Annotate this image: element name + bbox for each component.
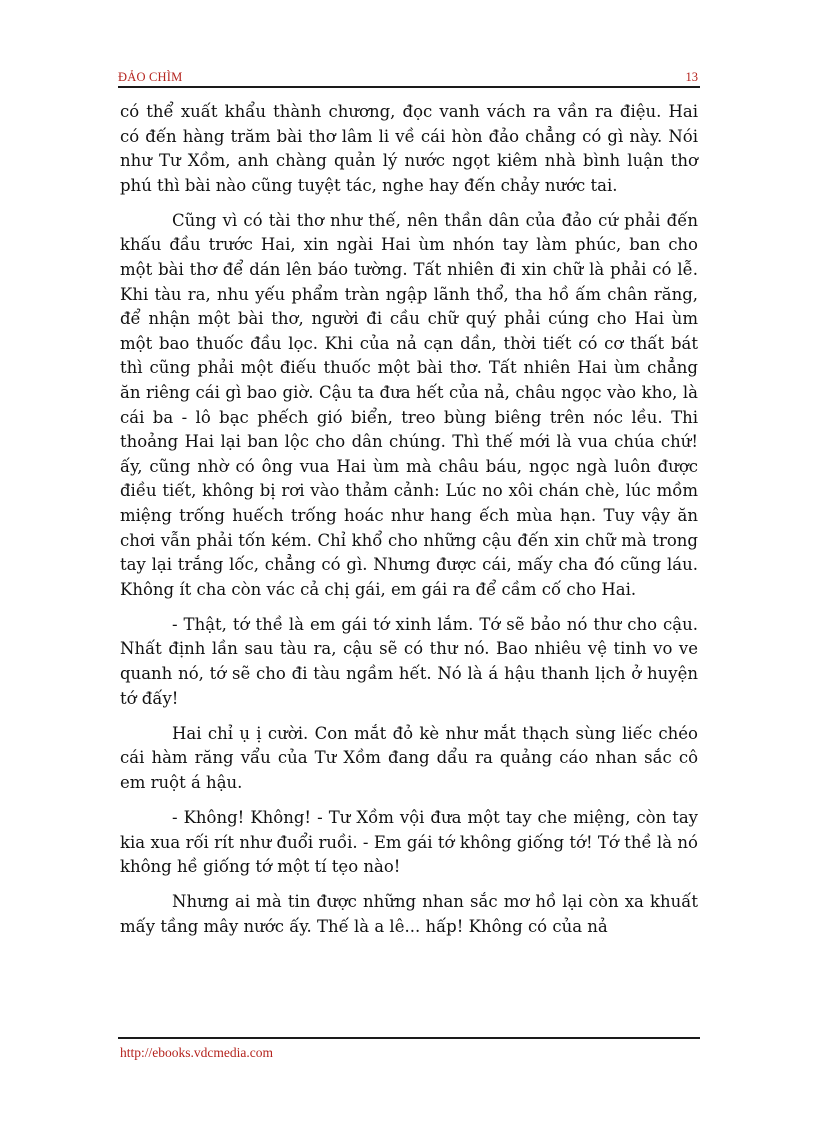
paragraph: Nhưng ai mà tin được những nhan sắc mơ hồ lại còn xa khuất mấy tầng mây nước ấy. Thế là a lê... hấp! Không có của nả	[120, 892, 698, 936]
paragraph: - Không! Không! - Tư Xồm vội đưa một tay che miệng, còn tay kia xua rối rít như đuổi ruồi. - Em gái tớ không giống tớ! Tớ thề là nó không hề giống tớ một tí tẹo nào!	[120, 808, 698, 877]
running-header	[118, 66, 700, 86]
header-divider	[118, 86, 700, 88]
paragraph: có thể xuất khẩu thành chương, đọc vanh vách ra vần ra điệu. Hai có đến hàng trăm bài thơ lâm li về cái hòn đảo chẳng có gì này. Nói như Tư Xồm, anh chàng quản lý nước ngọt kiêm nhà bình luận thơ phú thì bài nào cũng tuyệt tác, nghe hay đến chảy nước tai.	[120, 102, 698, 195]
paragraph: - Thật, tớ thề là em gái tớ xinh lắm. Tớ sẽ bảo nó thư cho cậu. Nhất định lần sau tàu ra, cậu sẽ có thư nó. Bao nhiêu vệ tinh vo ve quanh nó, tớ sẽ cho đi tàu ngầm hết. Nó là á hậu thanh lịch ở huyện tớ đấy!	[120, 614, 698, 708]
body-text	[120, 100, 698, 950]
footer-divider	[118, 1037, 700, 1039]
book-title: ĐẢO CHÌM	[118, 70, 183, 84]
page-number: 13	[685, 70, 698, 84]
footer-link[interactable]: http://ebooks.vdcmedia.com	[120, 1045, 273, 1060]
paragraph: Cũng vì có tài thơ như thế, nên thần dân của đảo cứ phải đến khấu đầu trước Hai, xin ngài Hai ùm nhón tay làm phúc, ban cho một bài thơ để dán lên báo tường. Tất nhiên đi xin chữ là phải có lễ. Khi tàu ra, nhu yếu phẩm tràn ngập lãnh thổ, tha hồ ấm chân răng, để nhận một bài thơ, người đi cầu chữ quý phải cúng cho Hai ùm một bao thuốc đầu lọc. Khi của nả cạn dần, thời tiết có cơ thất bát thì cũng phải một điếu thuốc một bài thơ. Tất nhiên Hai ùm chẳng ăn riêng cái gì bao giờ. Cậu ta đưa hết của nả, châu ngọc vào kho, là cái ba - lô bạc phếch gió biển, treo bùng biêng trên nóc lều. Thi thoảng Hai lại ban lộc cho dân chúng. Thì thế mới là vua chúa chứ! ấy, cũng nhờ có ông vua Hai ùm mà châu báu, ngọc ngà luôn được điều tiết, không bị rơi vào thảm cảnh: Lúc no xôi chán chè, lúc mồm miệng trống huếch trống hoác như hang ếch mùa hạn. Tuy vậy ăn chơi vẫn phải tốn kém. Chỉ khổ cho những cậu đến xin chữ mà trong tay lại trắng lốc, chẳng có gì. Nhưng được cái, mấy cha đó cũng láu. Không ít cha còn vác cả chị gái, em gái ra để cầm cố cho Hai.	[120, 210, 698, 599]
paragraph: Hai chỉ ụ ị cười. Con mắt đỏ kè như mắt thạch sùng liếc chéo cái hàm răng vẩu của Tư Xồm đang dẩu ra quảng cáo nhan sắc cô em ruột á hậu.	[120, 723, 698, 792]
